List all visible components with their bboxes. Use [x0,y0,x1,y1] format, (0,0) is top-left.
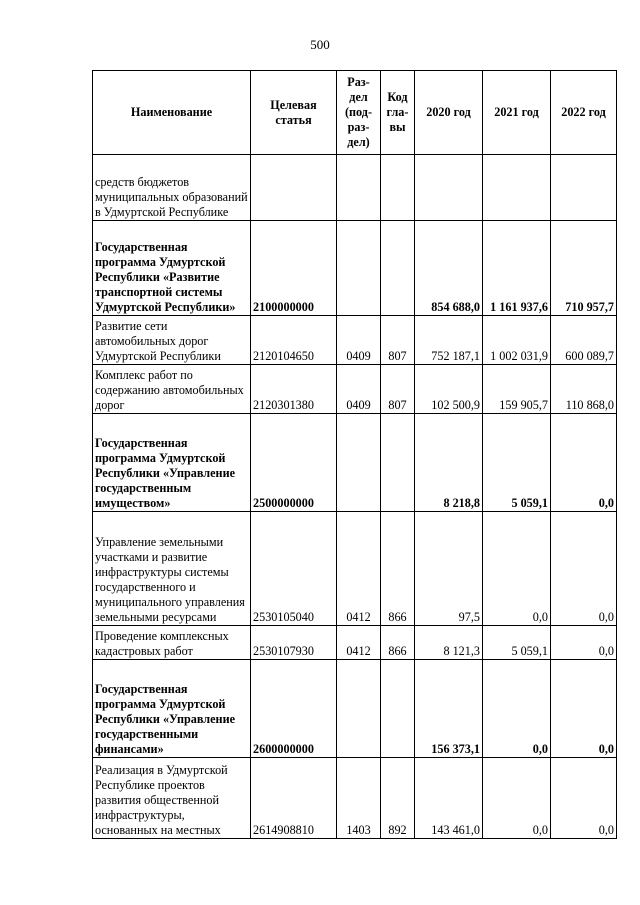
cell-2022: 600 089,7 [551,316,617,365]
cell-2021: 0,0 [483,660,551,758]
cell-target-article: 2530105040 [251,512,337,626]
cell-target-article: 2500000000 [251,414,337,512]
cell-chapter-code: 807 [381,316,415,365]
cell-2022: 0,0 [551,512,617,626]
cell-2021: 159 905,7 [483,365,551,414]
cell-2020: 8 121,3 [415,626,483,660]
cell-chapter-code: 892 [381,758,415,839]
cell-section: 0409 [337,316,381,365]
cell-2020: 156 373,1 [415,660,483,758]
table-row [93,414,617,512]
cell-2020: 143 461,0 [415,758,483,839]
cell-2022: 0,0 [551,660,617,758]
cell-name: средств бюджетов муниципальных образований в Удмуртской Республике [93,155,251,221]
cell-2022: 110 868,0 [551,365,617,414]
cell-chapter-code: 866 [381,626,415,660]
cell-target-article: 2600000000 [251,660,337,758]
cell-name: Государственная программа Удмуртской Республики «Развитие транспортной системы Удмуртской Республики» [93,221,251,316]
cell-2020: 8 218,8 [415,414,483,512]
table-row [93,155,617,221]
table-row [93,316,617,365]
cell-2020: 854 688,0 [415,221,483,316]
header-2021: 2021 год [483,71,551,155]
cell-2020: 102 500,9 [415,365,483,414]
cell-section: 0412 [337,512,381,626]
cell-section: 0409 [337,365,381,414]
cell-name: Комплекс работ по содержанию автомобильных дорог [93,365,251,414]
cell-2020: 97,5 [415,512,483,626]
header-2022: 2022 год [551,71,617,155]
cell-section [337,660,381,758]
cell-2022: 710 957,7 [551,221,617,316]
cell-2022: 0,0 [551,414,617,512]
cell-2021: 1 161 937,6 [483,221,551,316]
cell-2020 [415,155,483,221]
table-row [93,221,617,316]
cell-target-article: 2100000000 [251,221,337,316]
cell-2021 [483,155,551,221]
cell-2020: 752 187,1 [415,316,483,365]
header-chapter-code: Код гла-вы [381,71,415,155]
cell-name: Государственная программа Удмуртской Республики «Управление государственным имуществом» [93,414,251,512]
cell-name: Реализация в Удмуртской Республике проектов развития общественной инфраструктуры, основанных на местных [93,758,251,839]
cell-target-article: 2530107930 [251,626,337,660]
cell-2022 [551,155,617,221]
cell-name: Проведение комплексных кадастровых работ [93,626,251,660]
budget-table [92,70,617,839]
cell-section: 0412 [337,626,381,660]
table-header-row [93,71,617,155]
cell-chapter-code: 807 [381,365,415,414]
cell-chapter-code [381,221,415,316]
cell-chapter-code [381,155,415,221]
cell-target-article [251,155,337,221]
cell-2022: 0,0 [551,758,617,839]
cell-2021: 0,0 [483,512,551,626]
cell-2021: 1 002 031,9 [483,316,551,365]
cell-name: Управление земельными участками и развитие инфраструктуры системы государственного и муниципального управления земельными ресурсами [93,512,251,626]
cell-chapter-code: 866 [381,512,415,626]
cell-target-article: 2120104650 [251,316,337,365]
header-target-article: Целевая статья [251,71,337,155]
table-row [93,626,617,660]
cell-chapter-code [381,660,415,758]
cell-target-article: 2120301380 [251,365,337,414]
cell-section [337,221,381,316]
table-row [93,512,617,626]
cell-2022: 0,0 [551,626,617,660]
cell-target-article: 2614908810 [251,758,337,839]
cell-name: Государственная программа Удмуртской Республики «Управление государственными финансами» [93,660,251,758]
cell-2021: 0,0 [483,758,551,839]
table-row [93,365,617,414]
table-row [93,660,617,758]
cell-chapter-code [381,414,415,512]
cell-2021: 5 059,1 [483,414,551,512]
header-name: Наименование [93,71,251,155]
cell-name: Развитие сети автомобильных дорог Удмуртской Республики [93,316,251,365]
header-2020: 2020 год [415,71,483,155]
table-row [93,758,617,839]
page-number: 500 [310,37,330,52]
cell-section: 1403 [337,758,381,839]
cell-2021: 5 059,1 [483,626,551,660]
cell-section [337,155,381,221]
header-section: Раз-дел (под-раз-дел) [337,71,381,155]
cell-section [337,414,381,512]
